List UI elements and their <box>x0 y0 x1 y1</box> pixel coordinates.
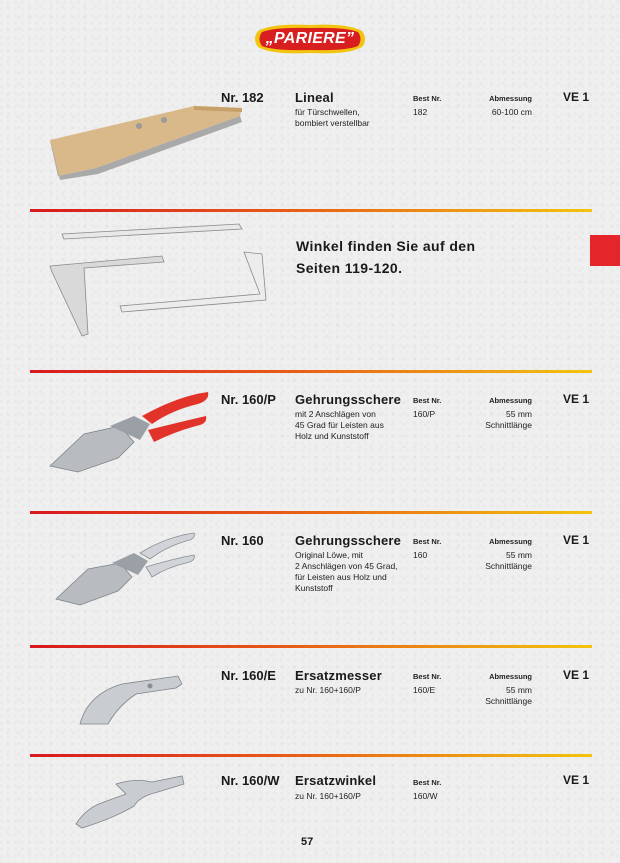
abmessung-value: 60-100 cm <box>491 107 532 117</box>
abmessung-line: 55 mm <box>506 550 532 560</box>
desc-line: Kunststoff <box>295 583 333 593</box>
product-number: Nr. 182 <box>221 90 264 105</box>
section-tab-marker <box>590 235 620 266</box>
desc-line: für Türschwellen, <box>295 107 360 117</box>
product-number: Nr. 160/P <box>221 392 276 407</box>
best-nr-header: Best Nr. <box>413 396 442 405</box>
product-number: Nr. 160/E <box>221 668 276 683</box>
abmessung-line: 55 mm <box>506 685 532 695</box>
product-title: Ersatzwinkel <box>295 773 377 788</box>
best-nr-header: Best Nr. <box>413 537 442 546</box>
ersatzwinkel-image <box>74 774 188 830</box>
product-number: Nr. 160/W <box>221 773 280 788</box>
desc-line: Original Löwe, mit <box>295 550 364 560</box>
best-nr-value: 160/P <box>413 409 436 419</box>
winkel-note <box>296 235 475 279</box>
product-number: Nr. 160 <box>221 533 264 548</box>
abmessung-value <box>460 550 532 572</box>
best-nr-value: 182 <box>413 107 428 117</box>
product-description <box>295 409 384 442</box>
desc-line: bombiert verstellbar <box>295 118 370 128</box>
best-nr-value: 160 <box>413 550 428 560</box>
ve-label: VE 1 <box>563 90 590 104</box>
logo-text: „PARIERE” <box>265 30 355 47</box>
abmessung-line: 55 mm <box>506 409 532 419</box>
desc-line: Holz und Kunststoff <box>295 431 369 441</box>
abmessung-line: Schnittlänge <box>485 420 532 430</box>
ve-label: VE 1 <box>563 533 590 547</box>
desc-line: mit 2 Anschlägen von <box>295 409 376 419</box>
abmessung-header: Abmessung <box>489 396 532 405</box>
desc-line: für Leisten aus Holz und <box>295 572 387 582</box>
product-description <box>295 791 361 802</box>
desc-line: 45 Grad für Leisten aus <box>295 420 384 430</box>
pariere-logo <box>252 21 368 57</box>
winkel-note-line: Seiten 119-120. <box>296 260 403 276</box>
product-description <box>295 685 361 696</box>
abmessung-value <box>460 409 532 431</box>
product-title: Ersatzmesser <box>295 668 382 683</box>
winkel-image <box>44 222 274 340</box>
ve-label: VE 1 <box>563 392 590 406</box>
desc-line: zu Nr. 160+160/P <box>295 791 361 801</box>
gehrungsschere-chrome-image <box>54 527 200 609</box>
section-divider <box>30 209 592 212</box>
best-nr-header: Best Nr. <box>413 672 442 681</box>
abmessung-line: Schnittlänge <box>485 561 532 571</box>
abmessung-value <box>460 685 532 707</box>
product-title: Lineal <box>295 90 334 105</box>
abmessung-line: Schnittlänge <box>485 696 532 706</box>
gehrungsschere-red-image <box>48 386 214 478</box>
page-number: 57 <box>301 836 314 848</box>
product-description <box>295 550 398 594</box>
best-nr-header: Best Nr. <box>413 778 442 787</box>
section-divider <box>30 370 592 373</box>
abmessung-header: Abmessung <box>489 94 532 103</box>
section-divider <box>30 754 592 757</box>
abmessung-header: Abmessung <box>489 672 532 681</box>
ve-label: VE 1 <box>563 668 590 682</box>
ve-label: VE 1 <box>563 773 590 787</box>
best-nr-value: 160/E <box>413 685 436 695</box>
product-title: Gehrungsschere <box>295 533 402 548</box>
lineal-image <box>44 98 244 180</box>
section-divider <box>30 511 592 514</box>
section-divider <box>30 645 592 648</box>
desc-line: 2 Anschlägen von 45 Grad, <box>295 561 398 571</box>
best-nr-header: Best Nr. <box>413 94 442 103</box>
winkel-note-line: Winkel finden Sie auf den <box>296 238 476 254</box>
product-description <box>295 107 370 129</box>
desc-line: zu Nr. 160+160/P <box>295 685 361 695</box>
product-title: Gehrungsschere <box>295 392 402 407</box>
best-nr-value: 160/W <box>413 791 438 801</box>
ersatzmesser-image <box>78 672 188 732</box>
abmessung-header: Abmessung <box>489 537 532 546</box>
